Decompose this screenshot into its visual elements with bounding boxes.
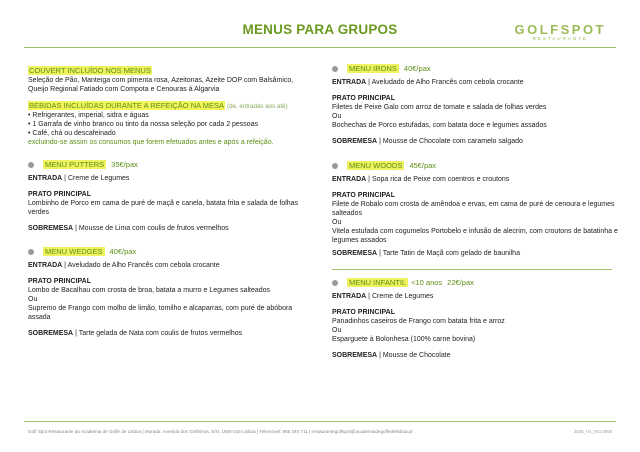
infantil-ou: Ou [332,327,342,334]
menu-wedges-name: MENU WEDGES [45,247,103,256]
infantil-sobremesa: SOBREMESA | Mousse de Chocolate [332,352,451,359]
irons-sobremesa: SOBREMESA | Mousse de Chocolate com caramelo salgado [332,138,523,145]
bebidas-exclusion: excluindo-se assim os consumos que forem efetuados antes e após a refeição. [28,139,274,146]
logo [515,22,607,41]
menu-infantil-price: 22€/pax [447,278,474,287]
bullet-icon [28,162,34,168]
bebidas-item-1: • Refrigerantes, imperial, sidra e águas [28,112,149,119]
infantil-prato-2: Esparguete à Bolonhesa (100% carne bovina) [332,336,476,343]
menu-wedges-price: 40€/pax [109,247,137,256]
woods-prato-1: Filete de Robalo com crosta de amêndoa e ervas, em cama de puré de cenoura e legumes salteados [332,201,615,217]
wedges-ou: Ou [28,296,38,303]
putters-sobremesa: SOBREMESA | Mousse de Lima com coulis de frutos vermelhos [28,225,229,232]
woods-prato-label: PRATO PRINCIPAL [332,192,396,199]
woods-prato-2: Vitela estufada com cogumelos Portobelo e infusão de alecrim, com croutons de batatinha e legumes assados [332,228,618,244]
menu-putters-header [28,160,313,169]
menu-infantil-age: <10 anos [411,278,443,287]
woods-sobremesa: SOBREMESA | Tarte Tatin de Maçã com gelado de baunilha [332,250,520,257]
bebidas-item-2: • 1 Garrafa de vinho branco ou tinto da nossa seleção por cada 2 pessoas [28,121,259,128]
irons-ou: Ou [332,113,342,120]
menu-irons-header [332,64,622,73]
irons-prato-2: Bochechas de Porco estufadas, com batata doce e legumes assados [332,122,547,129]
irons-entrada: ENTRADA | Aveludado de Alho Francês com cebola crocante [332,79,524,86]
wedges-sobremesa: SOBREMESA | Tarte gelada de Nata com coulis de frutos vermelhos [28,330,243,337]
wedges-prato-label: PRATO PRINCIPAL [28,278,92,285]
menu-irons-price: 40€/pax [403,64,431,73]
section-divider [332,269,612,270]
footer-text: Golf Spot Restaurante da Academia de Golfe de Lisboa | Morada: Avenida dos Golfinhos, S/N, 1600-215 Lisboa | Telemóvel: 965 340 711 | restaurantegolfspot@academiadegolfedelisboa.pt [28,429,413,434]
menu-putters-price: 35€/pax [111,160,138,169]
woods-ou: Ou [332,219,342,226]
woods-entrada: ENTRADA | Sopa rica de Peixe com coentros e croutons [332,176,510,183]
logo-sub: RESTAURANTE [532,36,588,41]
menu-infantil-name: MENU INFANTIL [349,278,407,287]
bullet-icon [332,66,338,72]
bullet-icon [28,249,34,255]
footer-divider [24,421,616,422]
infantil-prato-label: PRATO PRINCIPAL [332,309,396,316]
page-title: MENUS PARA GRUPOS [242,22,398,37]
irons-prato-label: PRATO PRINCIPAL [332,95,396,102]
infantil-prato-1: Panadinhos caseiros de Frango com batata frita e arroz [332,318,505,325]
bullet-icon [332,280,338,286]
couvert-line-1: Seleção de Pão, Manteiga com pimenta rosa, Azeitonas, Azeite DOP com Balsâmico, [28,77,294,84]
irons-prato-1: Filetes de Peixe Galo com arroz de tomate e salada de folhas verdes [332,104,547,111]
putters-prato: Lombinho de Porco em cama de puré de maçã e canela, batata frita e salada de folhas verdes [28,200,299,216]
menu-putters-name: MENU PUTTERS [45,160,105,169]
putters-entrada: ENTRADA | Creme de Legumes [28,175,130,182]
bullet-icon [332,163,338,169]
menu-irons-name: MENU IRONS [349,64,397,73]
left-column [28,66,313,338]
infantil-entrada: ENTRADA | Creme de Legumes [332,293,434,300]
putters-prato-label: PRATO PRINCIPAL [28,191,92,198]
wedges-prato-1: Lombo de Bacalhau com crosta de broa, batata a murro e Legumes salteados [28,287,271,294]
menu-woods-header [332,161,622,170]
menu-woods-price: 45€/pax [409,161,437,170]
footer-code: 2025_V4_V01.0000 [574,429,612,434]
menu-wedges-header [28,247,313,256]
bebidas-item-3: • Café, chá ou descafeinado [28,130,116,137]
couvert-heading: COUVERT INCLUÍDO NOS MENUS [29,66,151,75]
bebidas-note: (de, entradas aos até) [227,103,288,110]
bebidas-heading: BEBIDAS INCLUÍDAS DURANTE A REFEIÇÃO NA MESA [29,101,225,110]
right-column [332,64,622,360]
wedges-prato-2: Supremo de Frango com molho de limão, tomilho e alcaparras, com puré de abóbora assada [28,305,293,321]
menu-infantil-header [332,278,622,287]
logo-main: GOLFSPOT [514,22,606,37]
couvert-line-2: Queijo Regional Fatiado com Compota e Cenouras à Algarvia [28,86,220,93]
menu-woods-name: MENU WOODS [349,161,403,170]
header-divider [24,47,616,48]
wedges-entrada: ENTRADA | Aveludado de Alho Francês com cebola crocante [28,262,220,269]
